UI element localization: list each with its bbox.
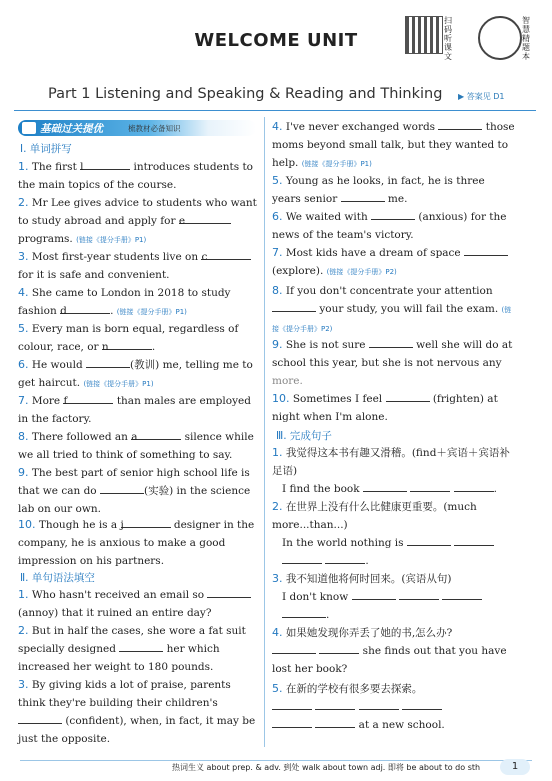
footer-rule (20, 760, 532, 761)
section-heading-spelling: Ⅰ. 单词拼写 (20, 143, 72, 155)
question-4: 4. She came to London in 2018 to study fashion d . (链接《提分手册》P1) (18, 286, 231, 317)
column-divider (264, 117, 265, 747)
question-number: 3. (18, 250, 29, 263)
question-2: 2. Mr Lee gives advice to students who want to study abroad and apply for e programs. (链接《提分手册》P1) (18, 196, 257, 245)
question-number: 5. (272, 682, 283, 695)
grammar-question-3: 3. By giving kids a lot of praise, parents think they're building their children's (confident), when, in fact, it may be just the opposite. (18, 678, 256, 745)
sentence-question-3: 3. 我不知道他将何时回来。(宾语从句) I don't know . (272, 570, 516, 624)
grammar-question-6: 6. We waited with (anxious) for the news of the team's victory. (272, 210, 507, 241)
question-8: 8. There followed an a silence while we all tried to think of something to say. (18, 430, 254, 461)
question-number: 5. (18, 322, 29, 335)
question-7: 7. More f than males are employed in the factory. (18, 394, 251, 425)
question-number: 1. (272, 446, 283, 459)
question-number: 6. (18, 358, 29, 371)
question-number: 4. (18, 286, 29, 299)
question-number: 8. (18, 430, 29, 443)
question-9: 9. The best part of senior high school life is that we can do (实验) in the science lab on our own. (18, 466, 251, 515)
sentence-question-4: 4. 如果她发现你弄丢了她的书,怎么办? she finds out that you have lost her book? (272, 626, 507, 675)
question-number: 4. (272, 626, 283, 639)
grammar-question-5: 5. Young as he looks, in fact, he is three years senior me. (272, 174, 485, 205)
question-number: 3. (18, 678, 29, 691)
question-number: 3. (272, 572, 283, 585)
question-number: 1. (18, 588, 29, 601)
grammar-question-4: 4. I've never exchanged words those moms beyond small talk, but they wanted to help. (链接《提分手册》P1) (272, 120, 515, 169)
question-number: 5. (272, 174, 283, 187)
grammar-question-2: 2. But in half the cases, she wore a fat suit specially designed her which increased her weight to 180 pounds. (18, 624, 246, 673)
question-number: 2. (18, 196, 29, 209)
question-number: 2. (272, 500, 283, 513)
sentence-question-2: 2. 在世界上没有什么比健康更重要。(much more...than...) In the world nothing is . (272, 498, 516, 570)
answer-reference: ▶ 答案见 D1 (458, 92, 505, 101)
question-number: 4. (272, 120, 283, 133)
page-number: 1 (500, 759, 530, 775)
grammar-question-7: 7. Most kids have a dream of space (explore). (链接《提分手册》P2) (272, 244, 516, 281)
qr-label: 扫码听课文 (444, 16, 452, 61)
question-number: 2. (18, 624, 29, 637)
question-number: 9. (18, 466, 29, 479)
grammar-question-8: 8. If you don't concentrate your attention your study, you will fail the exam. (链接《提分手册》P2) (272, 284, 512, 333)
question-number: 10. (272, 392, 290, 405)
question-number: 1. (18, 160, 29, 173)
question-3: 3. Most first-year students live on c for it is safe and convenient. (18, 248, 258, 284)
question-5: 5. Every man is born equal, regardless of colour, race, or n . (18, 322, 239, 353)
question-number: 8. (272, 284, 283, 297)
footer-text: 热词生义 about prep. & adv. 到处 walk about town adj. 即将 be about to do sth (172, 763, 481, 772)
question-number: 7. (272, 246, 283, 259)
question-number: 9. (272, 338, 283, 351)
question-number: 10. (18, 518, 36, 531)
question-10: 10. Though he is a j designer in the company, he is anxious to make a good impression on his partners. (18, 518, 255, 567)
grammar-question-10: 10. Sometimes I feel (frighten) at night when I'm alone. (272, 392, 498, 423)
qr-code-icon[interactable] (405, 16, 443, 54)
divider (14, 110, 536, 111)
qr-code-round-icon[interactable] (478, 16, 522, 60)
unit-title: WELCOME UNIT (194, 30, 358, 51)
question-number: 6. (272, 210, 283, 223)
grammar-question-1: 1. Who hasn't received an email so (annoy) that it ruined an entire day? (18, 586, 258, 622)
section-heading-sentences: Ⅲ. 完成句子 (276, 430, 332, 442)
section-heading-grammar: Ⅱ. 单句语法填空 (20, 572, 95, 584)
band-sub: 梳教材必备知识 (128, 124, 181, 133)
sentence-question-5: 5. 在新的学校有很多要去探索。 at a new school. (272, 682, 445, 731)
part-title: Part 1 Listening and Speaking & Reading and Thinking (48, 86, 443, 102)
question-number: 7. (18, 394, 29, 407)
grammar-question-9: 9. She is not sure well she will do at school this year, but she is not nervous any more. (272, 338, 513, 387)
question-1: 1. The first l introduces students to the main topics of the course. (18, 160, 254, 191)
band-label: 基础过关提优 (40, 123, 103, 135)
question-6: 6. He would (教训) me, telling me to get haircut. (链接《提分手册》P1) (18, 358, 253, 389)
book-icon (22, 122, 36, 134)
qr-label-2: 智慧精题本 (522, 16, 530, 61)
sentence-question-1: 1. 我觉得这本书有趣又滑稽。(find＋宾语＋宾语补足语) I find the book . (272, 446, 510, 495)
